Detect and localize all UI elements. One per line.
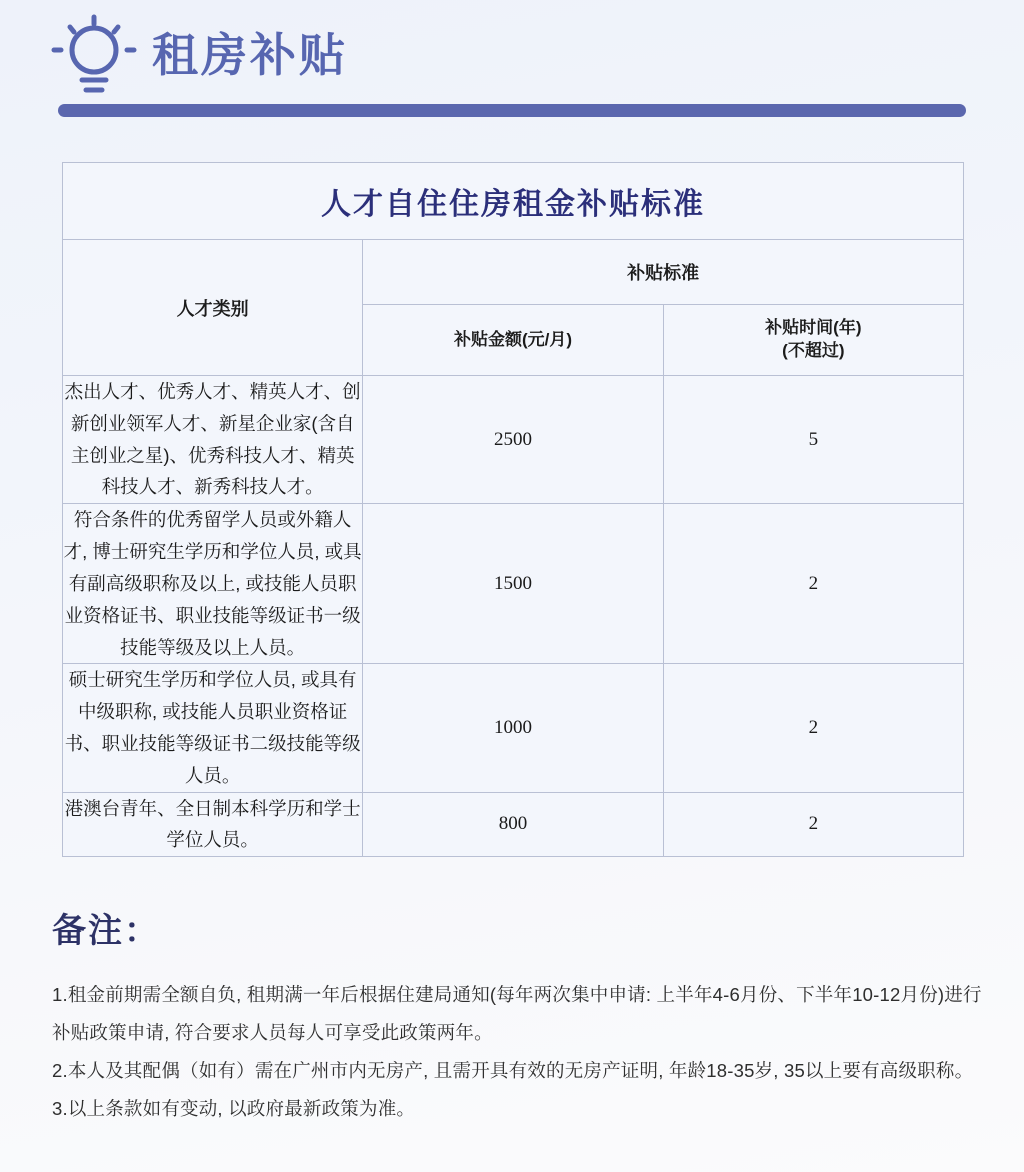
header-amount: 补贴金额(元/月) <box>363 305 663 376</box>
row-category: 硕士研究生学历和学位人员, 或具有中级职称, 或技能人员职业资格证书、职业技能等级证书二级技能等级人员。 <box>63 664 363 792</box>
lightbulb-icon <box>46 12 142 98</box>
table-row <box>63 376 964 504</box>
row-duration: 2 <box>663 664 963 792</box>
note-item: 3.以上条款如有变动, 以政府最新政策为准。 <box>52 1097 416 1119</box>
header-divider-bar <box>58 104 966 117</box>
subsidy-table <box>62 162 964 857</box>
header-subsidy-standard: 补贴标准 <box>363 240 964 305</box>
table-header-row-1 <box>63 240 964 305</box>
row-amount: 2500 <box>363 376 663 504</box>
row-duration: 2 <box>663 792 963 857</box>
subsidy-table-container <box>62 162 964 857</box>
row-duration: 2 <box>663 504 963 664</box>
table-row <box>63 664 964 792</box>
header-category: 人才类别 <box>63 240 363 376</box>
row-category: 符合条件的优秀留学人员或外籍人才, 博士研究生学历和学位人员, 或具有副高级职称及以上, 或技能人员职业资格证书、职业技能等级证书一级技能等级及以上人员。 <box>63 504 363 664</box>
notes-section <box>52 903 982 1128</box>
row-amount: 800 <box>363 792 663 857</box>
note-item: 2.本人及其配偶（如有）需在广州市内无房产, 且需开具有效的无房产证明, 年龄18-35岁, 35以上要有高级职称。 <box>52 1060 974 1082</box>
notes-heading: 备注： <box>52 912 160 951</box>
note-item: 1.租金前期需全额自负, 租期满一年后根据住建局通知(每年两次集中申请: 上半年4-6月份、下半年10-12月份)进行补贴政策申请, 符合要求人员每人可享受此政策两年。 <box>52 984 982 1044</box>
header-duration-line2: (不超过) <box>782 341 845 360</box>
row-category: 港澳台青年、全日制本科学历和学士学位人员。 <box>63 792 363 857</box>
table-row <box>63 504 964 664</box>
table-row <box>63 792 964 857</box>
page-header <box>0 0 1024 86</box>
header-duration-line1: 补贴时间(年) <box>765 318 862 338</box>
table-title: 人才自住住房租金补贴标准 <box>63 163 964 240</box>
table-title-row <box>63 163 964 240</box>
row-amount: 1500 <box>363 504 663 664</box>
row-category: 杰出人才、优秀人才、精英人才、创新创业领军人才、新星企业家(含自主创业之星)、优秀科技人才、精英科技人才、新秀科技人才。 <box>63 376 363 504</box>
row-amount: 1000 <box>363 664 663 792</box>
page-title: 租房补贴 <box>152 29 348 81</box>
header-duration <box>663 305 963 376</box>
row-duration: 5 <box>663 376 963 504</box>
